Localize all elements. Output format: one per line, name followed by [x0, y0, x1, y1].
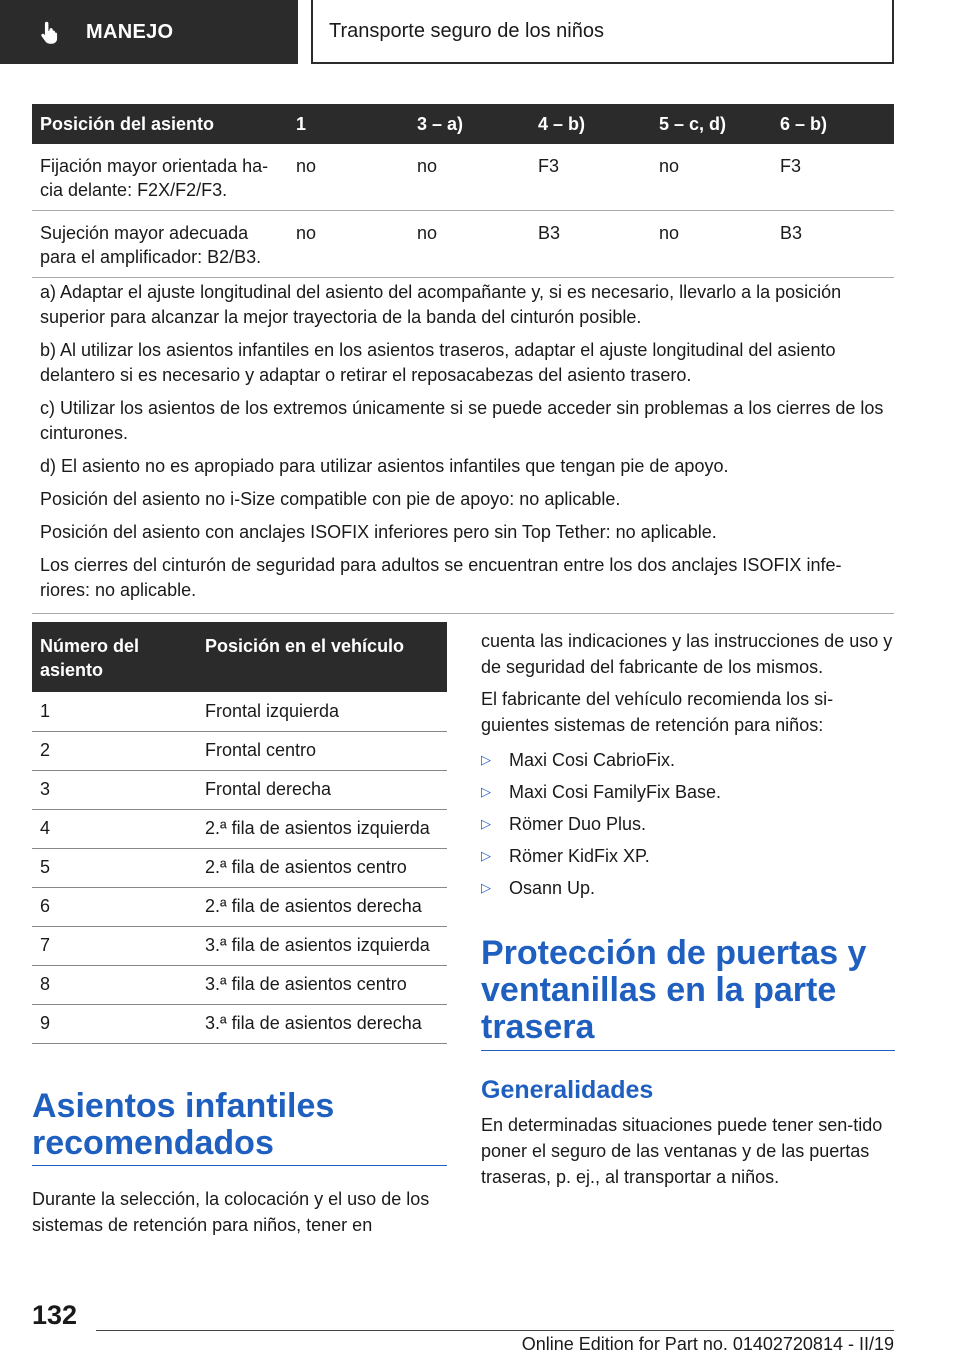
table-row — [32, 887, 447, 926]
table-cell: 2.ª fila de asientos derecha — [197, 887, 447, 926]
table-cell: Frontal izquierda — [197, 692, 447, 731]
table-cell: 5 — [32, 848, 197, 887]
table-cell: Frontal derecha — [197, 770, 447, 809]
table-cell: 3.ª fila de asientos centro — [197, 965, 447, 1004]
recommended-lead: El fabricante del vehículo recomienda los si-guientes sistemas de retención para niños: — [481, 689, 834, 735]
list-item — [481, 808, 895, 840]
table-cell: 2 — [32, 731, 197, 770]
column-header: 6 – b) — [772, 104, 894, 144]
table-cell: F3 — [772, 144, 894, 211]
seat-compatibility-table — [32, 104, 894, 278]
table-row — [32, 848, 447, 887]
recommended-seats-heading: Asientos infantiles recomendados — [32, 1087, 335, 1162]
table-row — [32, 809, 447, 848]
table-cell: 8 — [32, 965, 197, 1004]
table-cell: no — [409, 211, 530, 278]
table-cell: 2.ª fila de asientos izquierda — [197, 809, 447, 848]
page-title-text: Transporte seguro de los niños — [329, 19, 604, 42]
list-item-text: Römer KidFix XP. — [509, 846, 650, 866]
column-header: 3 – a) — [409, 104, 530, 144]
table-row — [32, 731, 447, 770]
table-cell: Frontal centro — [197, 731, 447, 770]
table-cell: 7 — [32, 926, 197, 965]
general-body: En determinadas situaciones puede tener sen-tido poner el seguro de las ventanas y de las puertas traseras, p. ej., al transportar a niños. — [481, 1115, 883, 1187]
table-header-row — [32, 104, 894, 144]
column-header: Posición del asiento — [32, 104, 288, 144]
right-column — [481, 628, 895, 904]
table-cell: 3.ª fila de asientos izquierda — [197, 926, 447, 965]
table-cell: Fijación mayor orientada ha-cia delante: F2X/F2/F3. — [32, 144, 288, 211]
list-item-text: Römer Duo Plus. — [509, 814, 647, 834]
table-cell: F3 — [530, 144, 651, 211]
column-header: Posición en el vehículo — [197, 622, 447, 692]
footnote: b) Al utilizar los asientos infantiles en los asientos traseros, adaptar el ajuste longitudinal del asiento delantero si es necesario y adaptar o retirar el reposacabezas del asiento trasero. — [40, 340, 836, 385]
page-number: 132 — [32, 1300, 78, 1330]
recommended-continued: cuenta las indicaciones y las instrucciones de uso y de seguridad del fabricante de los mismos. — [481, 631, 893, 677]
table-row — [32, 692, 447, 731]
general-subheading: Generalidades — [481, 1076, 654, 1104]
footnote: Los cierres del cinturón de seguridad para adultos se encuentran entre los dos anclajes ISOFIX infe-riores: no aplicable. — [40, 555, 842, 600]
table-cell: 2.ª fila de asientos centro — [197, 848, 447, 887]
table-cell: no — [288, 144, 409, 211]
list-item — [481, 872, 895, 904]
table-cell: B3 — [772, 211, 894, 278]
recommended-seat-list — [481, 744, 895, 904]
triangle-bullet-icon: ▷ — [481, 816, 491, 831]
list-item-text: Osann Up. — [509, 878, 596, 898]
seat-position-table — [32, 622, 447, 1044]
footnote: d) El asiento no es apropiado para utilizar asientos infantiles que tengan pie de apoyo. — [40, 456, 729, 476]
list-item-text: Maxi Cosi FamilyFix Base. — [509, 782, 722, 802]
table-cell: Sujeción mayor adecuada para el amplificador: B2/B3. — [32, 211, 288, 278]
column-header: 1 — [288, 104, 409, 144]
footnote: a) Adaptar el ajuste longitudinal del asiento del acompañante y, si es necesario, llevarlo a la posición superior para alcanzar la mejor trayectoria de la banda del cinturón posible. — [40, 282, 842, 327]
page-title — [311, 0, 894, 64]
table-cell: 6 — [32, 887, 197, 926]
table-row — [32, 211, 894, 278]
column-header: Número del asiento — [32, 622, 197, 692]
footnote: Posición del asiento no i-Size compatible con pie de apoyo: no aplicable. — [40, 489, 621, 509]
footnote: Posición del asiento con anclajes ISOFIX inferiores pero sin Top Tether: no aplicable. — [40, 522, 717, 542]
column-header: 4 – b) — [530, 104, 651, 144]
table-cell: 4 — [32, 809, 197, 848]
footer-rule — [96, 1330, 894, 1331]
table-cell: 3 — [32, 770, 197, 809]
triangle-bullet-icon: ▷ — [481, 848, 491, 863]
heading-rule — [481, 1050, 895, 1051]
table-cell: 1 — [32, 692, 197, 731]
footnote: c) Utilizar los asientos de los extremos únicamente si se puede acceder sin problemas a los cierres de los cinturones. — [40, 398, 884, 443]
hand-pointer-icon — [38, 19, 64, 45]
table-row — [32, 1004, 447, 1043]
recommended-intro: Durante la selección, la colocación y el uso de los sistemas de retención para niños, tener en — [32, 1189, 430, 1235]
table-row — [32, 926, 447, 965]
list-item — [481, 744, 895, 776]
table-cell: no — [651, 144, 772, 211]
table-cell: no — [288, 211, 409, 278]
table-cell: 3.ª fila de asientos derecha — [197, 1004, 447, 1043]
triangle-bullet-icon: ▷ — [481, 880, 491, 895]
table-row — [32, 144, 894, 211]
heading-rule — [32, 1165, 447, 1166]
table-cell: B3 — [530, 211, 651, 278]
table-cell: no — [651, 211, 772, 278]
list-item — [481, 776, 895, 808]
edition-footer: Online Edition for Part no. 01402720814 - II/19 — [521, 1334, 894, 1354]
door-window-lock-heading: Protección de puertas y ventanillas en la parte trasera — [481, 934, 867, 1046]
column-header: 5 – c, d) — [651, 104, 772, 144]
chapter-label: MANEJO — [86, 20, 174, 43]
table-header-row — [32, 622, 447, 692]
table-cell: no — [409, 144, 530, 211]
list-item-text: Maxi Cosi CabrioFix. — [509, 750, 676, 770]
table-cell: 9 — [32, 1004, 197, 1043]
table-row — [32, 965, 447, 1004]
table-row — [32, 770, 447, 809]
list-item — [481, 840, 895, 872]
triangle-bullet-icon: ▷ — [481, 752, 491, 767]
table-footnotes — [32, 272, 894, 614]
chapter-tab[interactable] — [0, 0, 298, 64]
triangle-bullet-icon: ▷ — [481, 784, 491, 799]
